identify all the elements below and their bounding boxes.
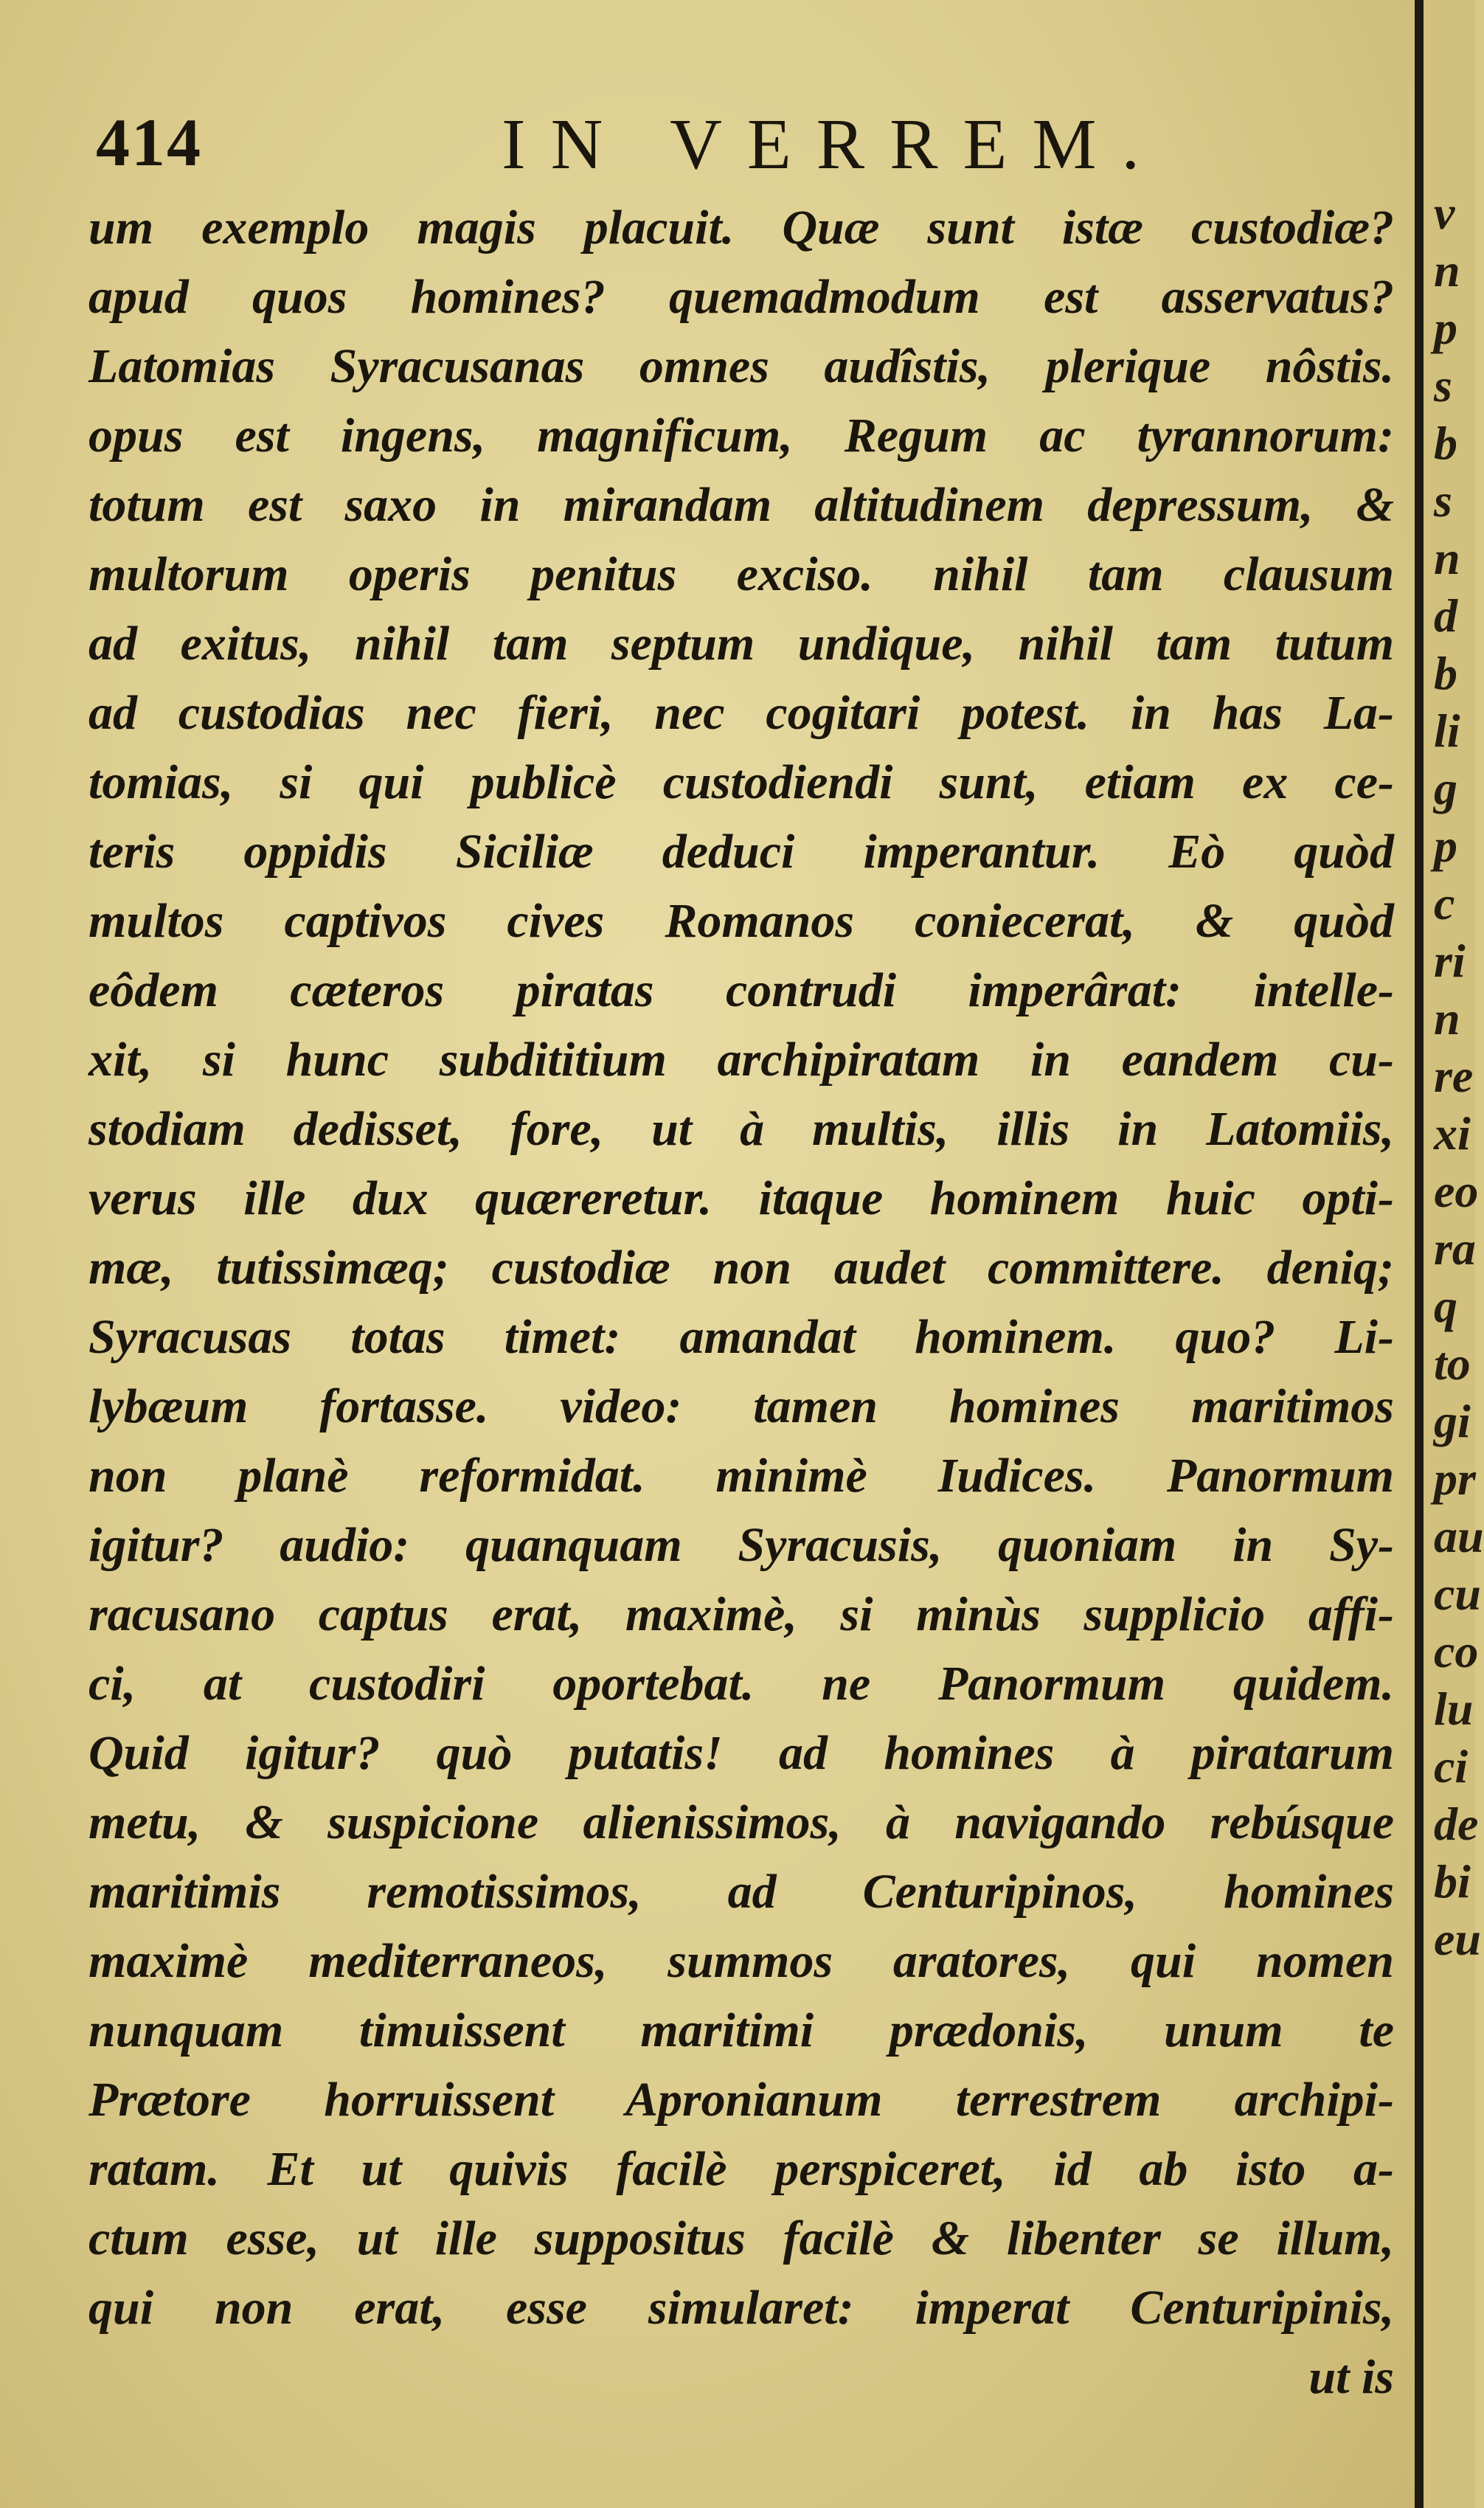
text-line: metu, & suspicione alienissimos, à navigando rebúsque bbox=[89, 1795, 1394, 1849]
adjacent-page-fragment: n bbox=[1434, 532, 1460, 584]
text-line: verus ille dux quæreretur. itaque hominem huic opti- bbox=[89, 1171, 1394, 1225]
text-line: racusano captus erat, maximè, si minùs supplicio affi- bbox=[89, 1587, 1394, 1641]
text-line: ratam. Et ut quivis facilè perspiceret, id ab isto a- bbox=[89, 2142, 1394, 2196]
text-line: multorum operis penitus exciso. nihil tam clausum bbox=[89, 547, 1394, 601]
text-line: maritimis remotissimos, ad Centuripinos, homines bbox=[89, 1865, 1394, 1919]
text-line: maximè mediterraneos, summos aratores, qui nomen bbox=[89, 1934, 1394, 1988]
adjacent-page-fragment: q bbox=[1434, 1280, 1457, 1332]
text-line: apud quos homines? quemadmodum est asservatus? bbox=[89, 270, 1394, 324]
adjacent-page-fragment: pr bbox=[1434, 1452, 1476, 1505]
adjacent-page-fragment: au bbox=[1434, 1510, 1484, 1562]
adjacent-page-fragment: s bbox=[1434, 474, 1452, 527]
page-number: 414 bbox=[96, 105, 202, 180]
adjacent-page-fragment: v bbox=[1434, 187, 1455, 239]
adjacent-page-fragment: b bbox=[1434, 417, 1457, 469]
text-line: stodiam dedisset, fore, ut à multis, illis in Latomiis, bbox=[89, 1102, 1394, 1156]
adjacent-page-fragment: b bbox=[1434, 647, 1457, 699]
adjacent-page-fragment: p bbox=[1434, 820, 1457, 872]
book-gutter bbox=[1415, 0, 1424, 2508]
text-line: teris oppidis Siciliæ deduci imperantur. Eò quòd bbox=[89, 825, 1394, 879]
adjacent-page-fragment: g bbox=[1434, 762, 1457, 814]
adjacent-page-fragment: eo bbox=[1434, 1165, 1479, 1217]
text-line: tomias, si qui publicè custodiendi sunt, etiam ex ce- bbox=[89, 755, 1394, 809]
adjacent-page-fragment: s bbox=[1434, 359, 1452, 412]
text-line: ctum esse, ut ille suppositus facilè & libenter se illum, bbox=[89, 2211, 1394, 2265]
text-line: multos captivos cives Romanos coniecerat, & quòd bbox=[89, 894, 1394, 948]
text-line: nunquam timuissent maritimi prædonis, unum te bbox=[89, 2003, 1394, 2057]
adjacent-page-fragment: bi bbox=[1434, 1855, 1471, 1908]
text-line: Quid igitur? quò putatis! ad homines à piratarum bbox=[89, 1726, 1394, 1780]
page-header bbox=[96, 103, 1350, 184]
text-line: igitur? audio: quanquam Syracusis, quoniam in Sy- bbox=[89, 1518, 1394, 1572]
adjacent-page-fragment: c bbox=[1434, 877, 1455, 929]
adjacent-page-fragment: gi bbox=[1434, 1395, 1471, 1447]
adjacent-page-fragment: ra bbox=[1434, 1222, 1476, 1275]
adjacent-page-fragment: eu bbox=[1434, 1913, 1481, 1965]
adjacent-page-fragment: cu bbox=[1434, 1568, 1481, 1620]
adjacent-page-fragment: p bbox=[1434, 302, 1457, 354]
adjacent-page-fragment: li bbox=[1434, 704, 1460, 757]
text-line: um exemplo magis placuit. Quæ sunt istæ custodiæ? bbox=[89, 201, 1394, 254]
text-line: eôdem cæteros piratas contrudi imperârat: intelle- bbox=[89, 963, 1394, 1017]
adjacent-page-letters bbox=[1434, 184, 1484, 1968]
adjacent-page-fragment: n bbox=[1434, 992, 1460, 1045]
running-head: IN VERREM. bbox=[502, 105, 1165, 184]
adjacent-page-fragment: lu bbox=[1434, 1683, 1474, 1735]
adjacent-page-edge bbox=[1424, 0, 1484, 2508]
text-line: ad exitus, nihil tam septum undique, nihil tam tutum bbox=[89, 617, 1394, 671]
text-line: ci, at custodiri oportebat. ne Panormum quidem. bbox=[89, 1657, 1394, 1711]
text-line: lybæum fortasse. video: tamen homines maritimos bbox=[89, 1379, 1394, 1433]
text-line: Latomias Syracusanas omnes audîstis, plerique nôstis. bbox=[89, 339, 1394, 393]
adjacent-page-fragment: ri bbox=[1434, 935, 1466, 987]
adjacent-page-fragment: xi bbox=[1434, 1107, 1471, 1160]
text-line: ut is bbox=[1308, 2350, 1394, 2404]
text-line: xit, si hunc subdititium archipiratam in eandem cu- bbox=[89, 1033, 1394, 1087]
adjacent-page-fragment: co bbox=[1434, 1625, 1479, 1677]
text-line: mæ, tutissimæq; custodiæ non audet committere. deniq; bbox=[89, 1241, 1394, 1295]
text-line: non planè reformidat. minimè Iudices. Panormum bbox=[89, 1449, 1394, 1503]
adjacent-page-fragment: de bbox=[1434, 1798, 1479, 1850]
text-line: Syracusas totas timet: amandat hominem. quo? Li- bbox=[89, 1310, 1394, 1364]
text-line: Prætore horruissent Apronianum terrestrem archipi- bbox=[89, 2073, 1394, 2127]
text-line: ad custodias nec fieri, nec cogitari potest. in has La- bbox=[89, 686, 1394, 740]
adjacent-page-fragment: d bbox=[1434, 589, 1457, 642]
adjacent-page-fragment: n bbox=[1434, 244, 1460, 297]
body-text bbox=[89, 193, 1394, 2412]
adjacent-page-fragment: to bbox=[1434, 1337, 1471, 1390]
text-line: totum est saxo in mirandam altitudinem depressum, & bbox=[89, 478, 1394, 532]
text-line: qui non erat, esse simularet: imperat Centuripinis, bbox=[89, 2281, 1394, 2335]
text-line: opus est ingens, magnificum, Regum ac tyrannorum: bbox=[89, 409, 1394, 463]
adjacent-page-fragment: re bbox=[1434, 1050, 1474, 1102]
adjacent-page-fragment: ci bbox=[1434, 1740, 1469, 1792]
